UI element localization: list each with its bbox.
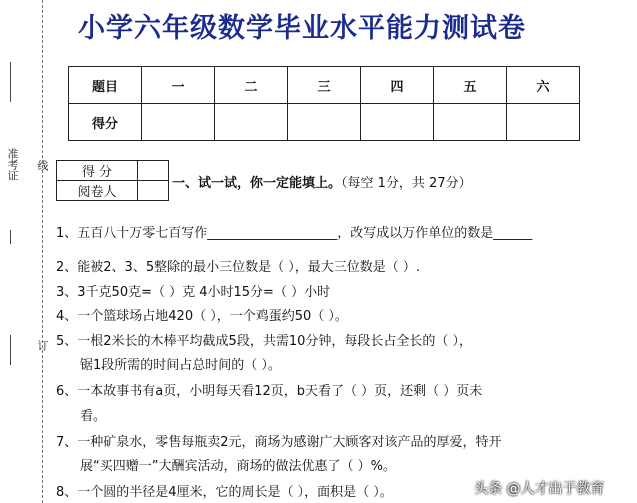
score-input-cell[interactable] [215, 104, 288, 141]
section-title: 一、试一试，你一定能填上。 [172, 176, 342, 191]
section-note: （每空 1分，共 27分） [341, 176, 472, 191]
question-line: 展“买四赠一”大酬宾活动，商场的做法优惠了（ ）%。 [80, 459, 396, 474]
margin-label-bind: 订 [36, 340, 49, 351]
margin-label-admission: 准考证 [6, 148, 19, 181]
score-input-cell[interactable] [142, 104, 215, 141]
question-line: 看。 [80, 409, 107, 424]
score-table [68, 66, 580, 141]
margin-label-line: 线 [36, 160, 49, 171]
section-heading [172, 172, 472, 191]
margin-bar [10, 62, 11, 102]
score-input-cell[interactable] [288, 104, 361, 141]
grader-row [57, 161, 169, 181]
score-header-cell: 四 [361, 67, 434, 104]
score-input-cell[interactable] [434, 104, 507, 141]
watermark: 头条 @人才出于教育 [474, 481, 605, 497]
binding-dashed-line [42, 0, 43, 503]
score-row-label: 得分 [69, 104, 142, 141]
page-title: 小学六年级数学毕业水平能力测试卷 [78, 13, 526, 44]
question-line: 6、一本故事书有a页，小明每天看12页，b天看了（ ）页，还剩（ ）页未 [56, 384, 483, 399]
grader-name-cell[interactable] [138, 181, 169, 201]
score-header-cell: 三 [288, 67, 361, 104]
question-line: 1、五百八十万零七百写作____________________，改写成以万作单位的数是______ [56, 226, 533, 241]
margin-bar [10, 230, 11, 244]
binding-margin [0, 0, 48, 503]
score-header-cell: 六 [507, 67, 580, 104]
grader-score-label: 得 分 [57, 161, 138, 181]
score-header-cell: 五 [434, 67, 507, 104]
grader-row [57, 181, 169, 201]
question-line: 4、一个篮球场占地420（ ），一个鸡蛋约50（ ）。 [56, 309, 348, 324]
grader-name-label: 阅卷人 [57, 181, 138, 201]
score-input-cell[interactable] [507, 104, 580, 141]
score-header-cell: 一 [142, 67, 215, 104]
question-line: 锯1段所需的时间占总时间的（ ）。 [80, 358, 281, 373]
question-line: 2、能被2、3、5整除的最小三位数是（ ），最大三位数是（ ）. [56, 260, 420, 275]
question-line: 8、一个圆的半径是4厘米，它的周长是（ ），面积是（ ）。 [56, 485, 393, 500]
question-line: 5、一根2米长的木棒平均截成5段，共需10分钟，每段长占全长的（ ）， [56, 334, 472, 349]
grader-table [56, 160, 169, 201]
score-table-score-row [69, 104, 580, 141]
grader-score-cell[interactable] [138, 161, 169, 181]
question-line: 7、一种矿泉水，零售每瓶卖2元，商场为感谢广大顾客对该产品的厚爱，特开 [56, 435, 502, 450]
score-table-header-row [69, 67, 580, 104]
margin-bar [10, 335, 11, 365]
score-header-cell: 二 [215, 67, 288, 104]
score-header-cell: 题目 [69, 67, 142, 104]
score-input-cell[interactable] [361, 104, 434, 141]
question-line: 3、3千克50克=（ ）克 4小时15分=（ ）小时 [56, 285, 331, 300]
